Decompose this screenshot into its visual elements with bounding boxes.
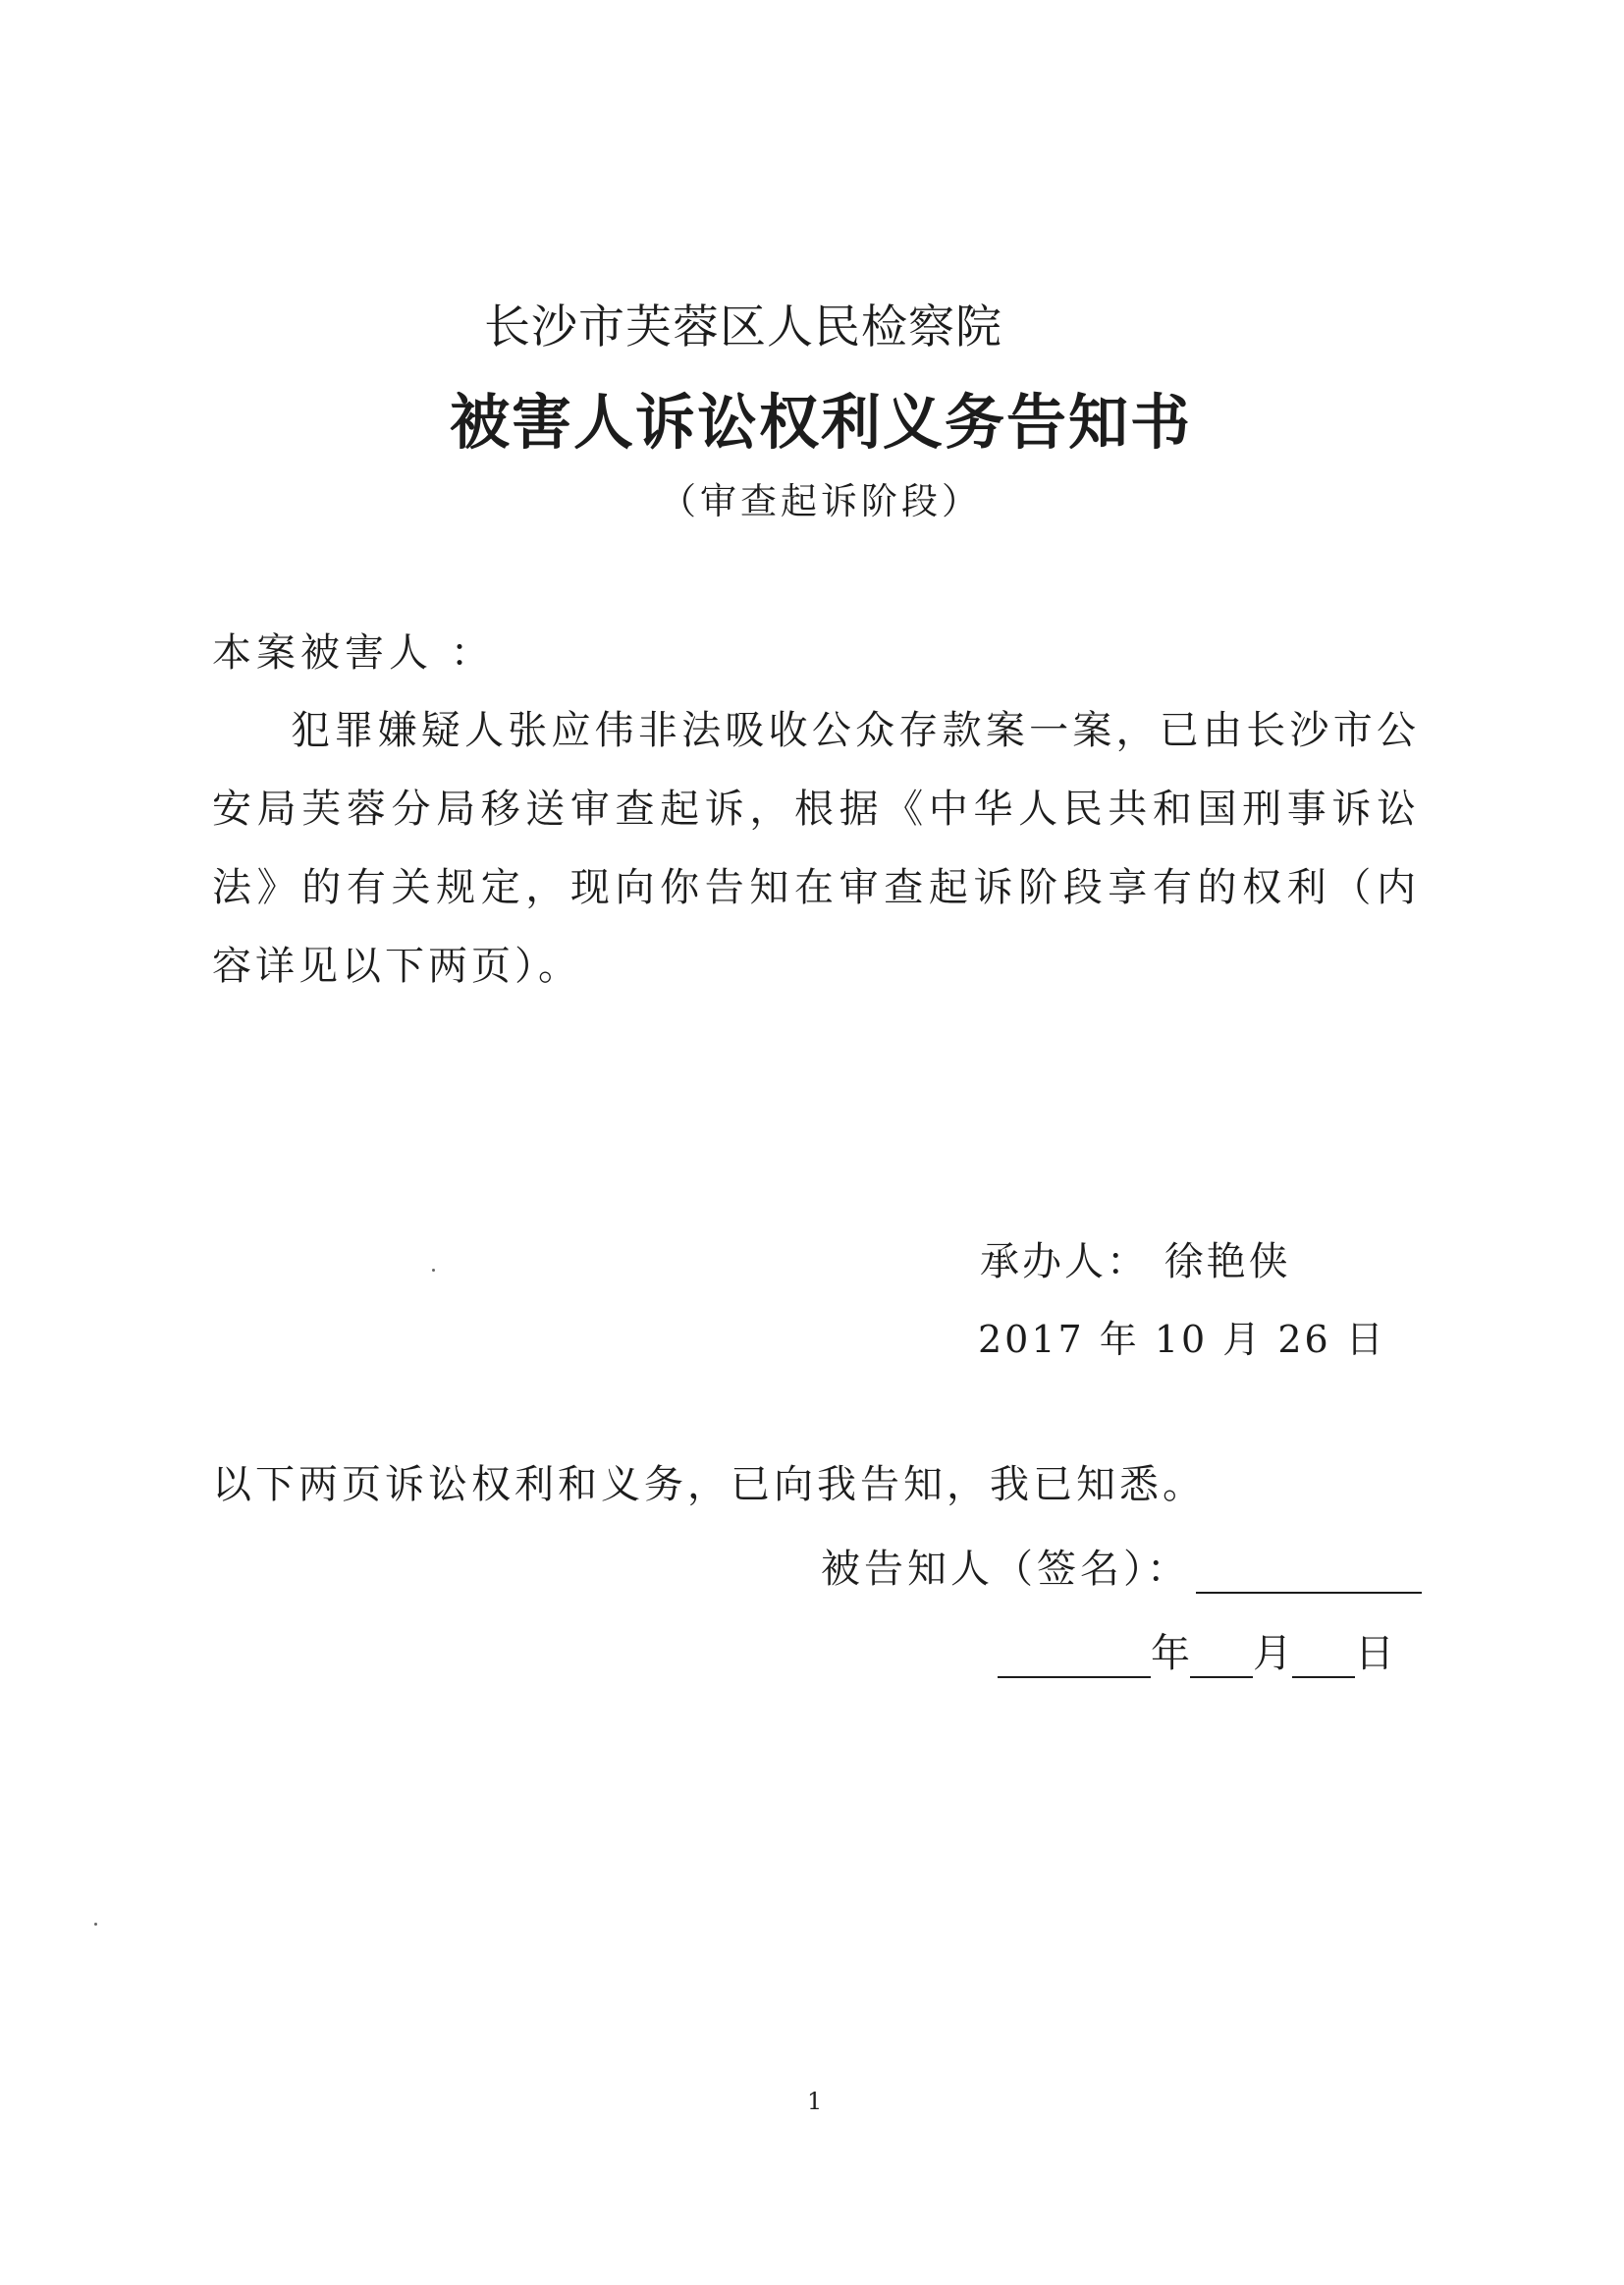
organization-name: 长沙市芙蓉区人民检察院 (484, 300, 1002, 354)
acknowledgement-statement: 以下两页诉讼权利和义务，已向我告知，我已知悉。 (212, 1462, 1206, 1507)
issue-date: 2017 年 10 月 26 日 (978, 1318, 1386, 1361)
year-blank (998, 1633, 1151, 1678)
year-label: 年 (1151, 1631, 1190, 1676)
stage-subtitle: （审查起诉阶段） (660, 480, 982, 522)
day-label: 日 (1355, 1631, 1394, 1676)
acknowledgement-date-row (998, 1622, 1394, 1678)
scan-speck (94, 1923, 97, 1926)
signature-blank (1196, 1549, 1422, 1594)
month-blank (1190, 1633, 1253, 1678)
signer-row (821, 1538, 1422, 1594)
notice-paragraph: 犯罪嫌疑人张应伟非法吸收公众存款案一案，已由长沙市公安局芙蓉分局移送审查起诉，根据《中华人民共和国刑事诉讼法》的有关规定，现向你告知在审查起诉阶段享有的权利（内容详见以下两页）。 (212, 708, 1420, 989)
addressee-line: 本案被害人 ： (212, 630, 495, 676)
month-label: 月 (1253, 1631, 1292, 1676)
signer-label: 被告知人（签名）： (821, 1547, 1190, 1592)
document-title: 被害人诉讼权利义务告知书 (450, 388, 1193, 458)
page-number: 1 (807, 2088, 823, 2115)
scan-speck (432, 1269, 435, 1272)
handler-line: 承办人： 徐艳侠 (980, 1239, 1291, 1284)
day-blank (1292, 1633, 1355, 1678)
